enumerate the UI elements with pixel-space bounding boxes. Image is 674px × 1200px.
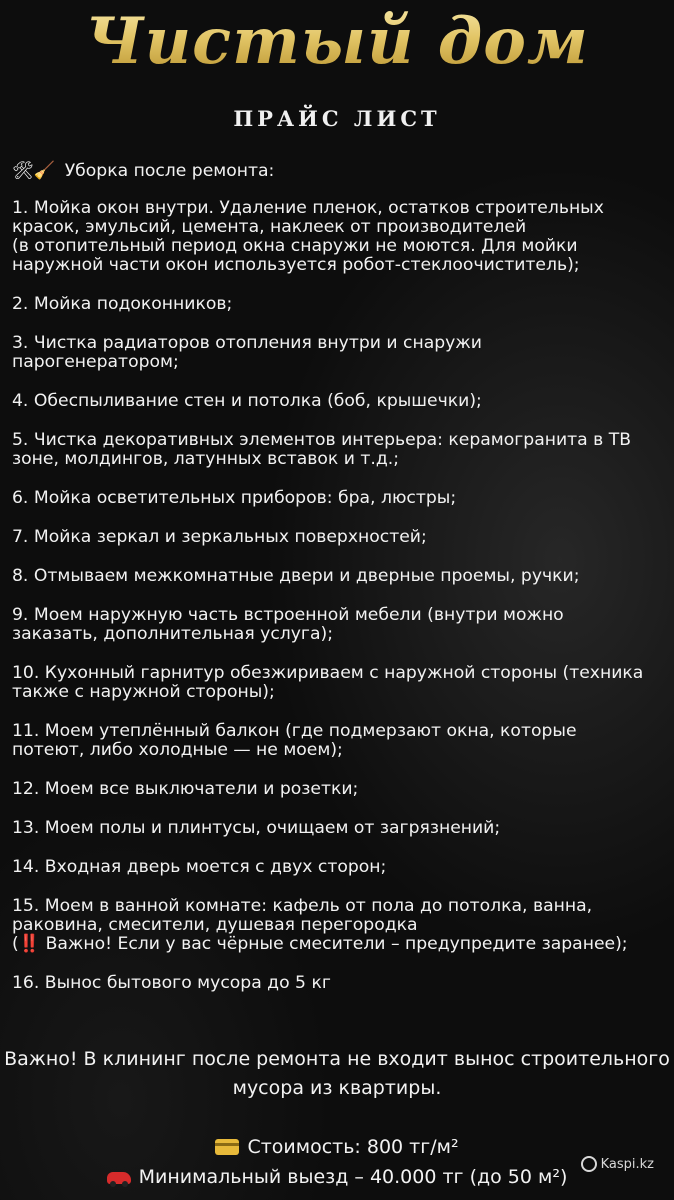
important-note: Важно! В клининг после ремонта не входит вынос строительного мусора из квартиры. bbox=[4, 1048, 670, 1099]
list-item-16: 16. Вынос бытового мусора до 5 кг bbox=[12, 973, 331, 993]
list-item-11: 11. Моем утеплённый балкон (где подмерзают окна, которые потеют, либо холодные — не моем); bbox=[12, 721, 577, 760]
price-list-subtitle: ПРАЙС ЛИСТ bbox=[233, 106, 441, 131]
brand-title: Чистый дом bbox=[0, 4, 674, 79]
list-item-3: 3. Чистка радиаторов отопления внутри и снаружи парогенератором; bbox=[12, 333, 482, 372]
service-list bbox=[12, 199, 664, 877]
pricing-block bbox=[0, 1132, 674, 1192]
list-item-14: 14. Входная дверь моется с двух сторон; bbox=[12, 857, 387, 877]
cost-line bbox=[0, 1132, 674, 1162]
item-15-open: ( bbox=[12, 934, 19, 954]
cost-label: Стоимость: 800 тг/м² bbox=[247, 1136, 459, 1158]
kaspi-watermark bbox=[581, 1156, 654, 1172]
list-item-15 bbox=[12, 897, 664, 954]
list-item-13: 13. Моем полы и плинтусы, очищаем от загрязнений; bbox=[12, 818, 501, 838]
item-15-line2: раковина, смесители, душевая перегородка bbox=[12, 915, 418, 935]
car-icon bbox=[107, 1172, 131, 1184]
double-exclamation-icon: ‼️ bbox=[18, 934, 41, 954]
price-list-content bbox=[12, 162, 664, 1013]
list-item-5: 5. Чистка декоративных элементов интерьера: керамогранита в ТВ зоне, молдингов, латунных вставок и т.д.; bbox=[12, 430, 632, 469]
watermark-text: Kaspi.kz bbox=[600, 1156, 654, 1172]
list-item-12: 12. Моем все выключатели и розетки; bbox=[12, 779, 359, 799]
min-order-label: Минимальный выезд – 40.000 тг (до 50 м²) bbox=[138, 1166, 568, 1188]
item-15-line1: 15. Моем в ванной комнате: кафель от пола до потолка, ванна, bbox=[12, 896, 593, 916]
list-item-8: 8. Отмываем межкомнатные двери и дверные проемы, ручки; bbox=[12, 566, 580, 586]
list-item-9: 9. Моем наружную часть встроенной мебели (внутри можно заказать, дополнительная услуга); bbox=[12, 605, 564, 644]
section-title: Уборка после ремонта: bbox=[64, 161, 275, 181]
list-item-1: 1. Мойка окон внутри. Удаление пленок, остатков строительных красок, эмульсий, цемента, наклеек от производителей (в отопительный период окна снаружи не моются. Для мойки наружной части окон используется робот-стеклоочиститель); bbox=[12, 198, 604, 275]
list-item-2: 2. Мойка подоконников; bbox=[12, 294, 233, 314]
list-item-7: 7. Мойка зеркал и зеркальных поверхностей; bbox=[12, 527, 427, 547]
list-item-10: 10. Кухонный гарнитур обезжириваем с наружной стороны (техника также с наружной стороны); bbox=[12, 663, 644, 702]
tools-broom-icon: 🛠🧹 bbox=[12, 161, 56, 181]
section-heading bbox=[12, 162, 664, 181]
min-order-line bbox=[0, 1162, 674, 1192]
list-item-6: 6. Мойка осветительных приборов: бра, люстры; bbox=[12, 488, 457, 508]
credit-card-icon bbox=[215, 1139, 239, 1155]
kaspi-logo-icon bbox=[581, 1156, 597, 1172]
item-15-warning: Важно! Если у вас чёрные смесители – предупредите заранее); bbox=[40, 934, 628, 954]
list-item-4: 4. Обеспыливание стен и потолка (боб, крышечки); bbox=[12, 391, 482, 411]
